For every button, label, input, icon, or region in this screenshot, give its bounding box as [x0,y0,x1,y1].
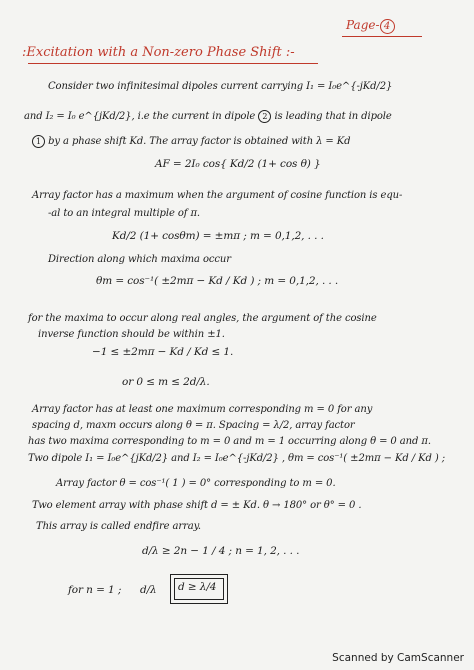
text-line-14: Array factor has at least one maximum corresponding m = 0 for any [32,404,373,415]
dipole-1-marker: 1 [32,135,45,148]
page-number-label [346,18,395,34]
page-label-text: Page- [346,18,380,32]
section-heading: :Excitation with a Non-zero Phase Shift :- [22,45,295,60]
page-number-underline [342,36,422,37]
text-line-3 [32,135,350,148]
d-over-lambda-term: d/λ [140,584,157,596]
text-line-3-text: by a phase shift Kd. The array factor is obtained with λ = Kd [48,136,351,147]
m-range-inequality: or 0 ≤ m ≤ 2d/λ. [122,376,210,388]
text-line-6: -al to an integral multiple of π. [48,208,200,219]
array-factor-equation: AF = 2I₀ cos{ Kd/2 (1+ cos θ) } [155,158,321,170]
text-line-2-part-a: and I₂ = I₀ e^{jKd/2}, i.e the current in dipole [24,111,256,122]
text-line-10: for the maxima to occur along real angles, the argument of the cosine [28,313,377,324]
text-line-19: Two element array with phase shift d = ± Kd. θ → 180° or θ° = 0 . [32,500,362,511]
dipole-2-marker: 2 [258,110,271,123]
bound-inequality: −1 ≤ ±2mπ − Kd / Kd ≤ 1. [92,346,234,358]
text-line-11: inverse function should be within ±1. [38,329,225,340]
text-line-1: Consider two infinitesimal dipoles current carrying I₁ = I₀e^{-jKd/2} [48,81,393,92]
text-line-2-part-b: is leading that in dipole [274,111,392,122]
text-line-20: This array is called endfire array. [36,521,201,532]
text-line-15: spacing d, maxm occurs along θ = π. Spacing = λ/2, array factor [32,420,355,431]
heading-underline [28,63,318,64]
page-number-circle: 4 [380,19,395,34]
text-line-18: Array factor θ = cos⁻¹( 1 ) = 0° corresponding to m = 0. [56,478,336,489]
final-result: d ≥ λ/4 [178,581,217,593]
endfire-condition-equation: d/λ ≥ 2n − 1 / 4 ; n = 1, 2, . . . [142,545,300,557]
text-line-8: Direction along which maxima occur [48,254,231,265]
text-line-2 [24,110,392,123]
text-line-17: Two dipole I₁ = I₀e^{jKd/2} and I₂ = I₀e^{-jKd/2} , θm = cos⁻¹( ±2mπ − Kd / Kd ) ; [28,453,446,464]
theta-max-equation: θm = cos⁻¹( ±2mπ − Kd / Kd ) ; m = 0,1,2, . . . [96,275,339,287]
text-line-5: Array factor has a maximum when the argument of cosine function is equ- [32,190,403,201]
text-line-16: has two maxima corresponding to m = 0 and m = 1 occurring along θ = 0 and π. [28,436,431,447]
maxima-condition-equation: Kd/2 (1+ cosθm) = ±mπ ; m = 0,1,2, . . . [112,230,324,242]
n-equals-one-label: for n = 1 ; [68,584,122,596]
scanner-watermark: Scanned by CamScanner [332,652,464,664]
